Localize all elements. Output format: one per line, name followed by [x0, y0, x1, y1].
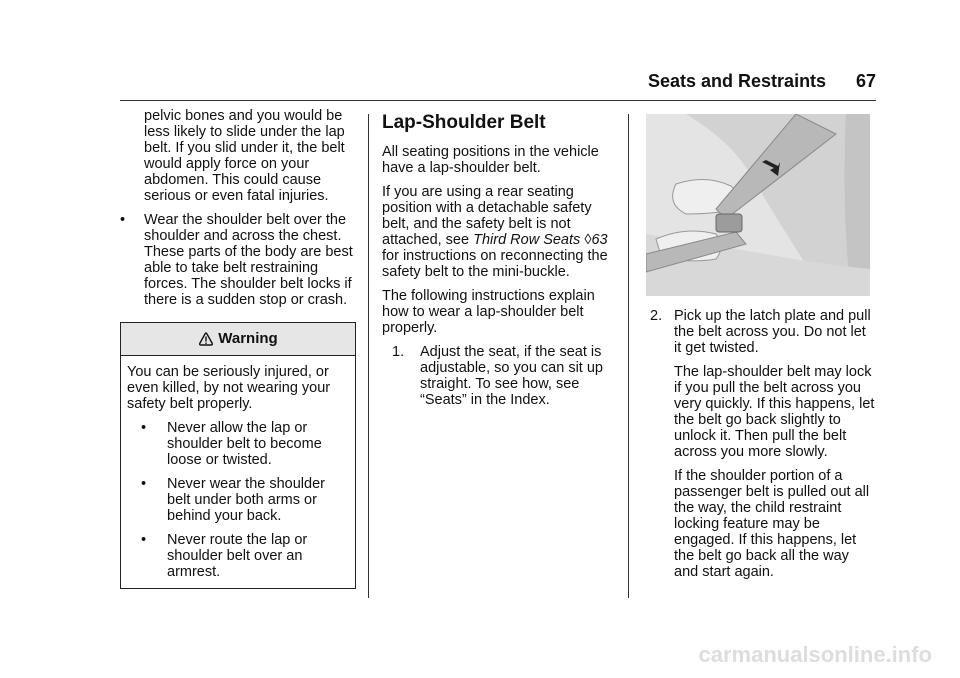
warning-intro: You can be seriously injured, or even killed, by not wearing your safety belt properly.	[127, 364, 331, 412]
continued-paragraph: pelvic bones and you would be less likely to slide under the lap belt. If you slid under it, the belt would apply force on your abdomen. This could cause serious or even fatal injuries.	[144, 108, 345, 204]
column-2	[382, 108, 616, 416]
numbered-step	[382, 344, 616, 408]
step-note: If the shoulder portion of a passenger belt is pulled out all the way, the child restraint locking feature may be engaged. If this happens, let the belt go back all the way and start again.	[674, 468, 870, 580]
warning-item	[127, 420, 349, 468]
column-divider-1	[368, 114, 369, 598]
section-title: Seats and Restraints	[648, 71, 827, 91]
numbered-step	[644, 308, 876, 356]
paragraph: All seating positions in the vehicle have a lap-shoulder belt.	[382, 144, 599, 176]
bullet-mark: •	[141, 532, 147, 548]
column-1	[120, 108, 356, 589]
bullet-mark: •	[141, 476, 147, 492]
warning-item	[127, 532, 349, 580]
warning-item-text: Never wear the shoulder belt under both arms or behind your back.	[167, 476, 325, 524]
warning-item-text: Never route the lap or shoulder belt over an armrest.	[167, 532, 308, 580]
paragraph-text: for instructions on reconnecting the safety belt to the mini-buckle.	[382, 248, 608, 280]
reference-page[interactable]: 63	[591, 232, 608, 248]
warning-box	[120, 322, 356, 589]
paragraph-text: If you are using a rear seating position with a detachable safety belt, and the safety belt is not attached, see	[382, 184, 592, 248]
cross-reference-link[interactable]: Third Row Seats	[473, 232, 581, 248]
watermark: carmanualsonline.info	[698, 642, 932, 667]
step-number: 1.	[392, 344, 405, 360]
step-number: 2.	[650, 308, 663, 324]
column-divider-2	[628, 114, 629, 598]
warning-body	[121, 356, 355, 588]
seatbelt-illustration	[646, 114, 870, 296]
warning-item	[127, 476, 349, 524]
bullet-text: Wear the shoulder belt over the shoulder and across the chest. These parts of the body are best able to take belt restraining forces. The shoulder belt locks if there is a sudden stop or crash.	[144, 212, 353, 308]
page-number: 67	[855, 71, 876, 91]
step-text: Pick up the latch plate and pull the belt across you. Do not let it get twisted.	[674, 308, 871, 356]
person-buckling-belt-illustration	[646, 114, 870, 296]
bullet-item	[120, 212, 356, 308]
warning-icon	[198, 331, 214, 347]
paragraph-with-reference	[382, 184, 616, 280]
column-3	[644, 108, 876, 588]
warning-item-text: Never allow the lap or shoulder belt to become loose or twisted.	[167, 420, 322, 468]
paragraph: The following instructions explain how to wear a lap-shoulder belt properly.	[382, 288, 595, 336]
step-note: The lap-shoulder belt may lock if you pull the belt across you very quickly. If this happens, let the belt go back slightly to unlock it. Then pull the belt across you more slowly.	[674, 364, 875, 460]
bullet-mark: •	[141, 420, 147, 436]
warning-title: Warning	[218, 330, 278, 347]
warning-header	[121, 323, 355, 356]
page-header	[648, 71, 876, 95]
reference-glyph: ◊	[584, 232, 592, 248]
bullet-mark: •	[120, 212, 126, 228]
section-heading: Lap-Shoulder Belt	[382, 112, 546, 133]
header-rule	[120, 100, 876, 101]
step-text: Adjust the seat, if the seat is adjustable, so you can sit up straight. To see how, see “Seats” in the Index.	[420, 344, 603, 408]
